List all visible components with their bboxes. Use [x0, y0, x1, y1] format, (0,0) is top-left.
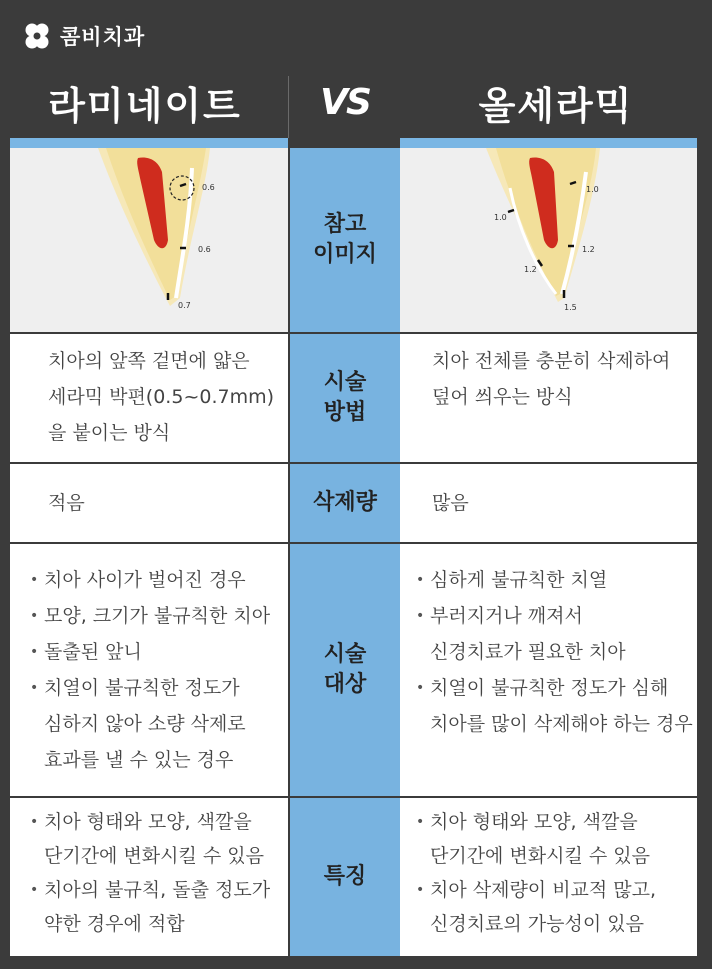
list-item — [416, 562, 693, 598]
laminate-mark-mid: 0.6 — [198, 245, 211, 254]
laminate-title: 라미네이트 — [48, 83, 242, 128]
list-item-text: 모양, 크기가 불규칙한 치아 — [44, 605, 271, 627]
list-item-continuation: 단기간에 변화시킬 수 있음 — [430, 845, 651, 867]
list-item — [416, 598, 693, 670]
laminate-removal-text: 적음 — [48, 492, 85, 514]
label-procedure-method — [290, 334, 400, 462]
ceramic-mark-4: 1.2 — [524, 265, 537, 274]
label-line: 이미지 — [313, 242, 377, 267]
text-line: 덮어 씌우는 방식 — [432, 386, 573, 408]
list-item-text: 치열이 불규칙한 정도가 — [44, 677, 240, 699]
list-item-text: 부러지거나 깨져서 — [430, 605, 583, 627]
list-item-text: 치아 형태와 모양, 색깔을 — [44, 811, 252, 833]
text-line: 치아 전체를 충분히 삭제하여 — [432, 350, 671, 372]
label-reference-image — [290, 148, 400, 332]
list-item — [30, 873, 270, 941]
brand-name: 콤비치과 — [60, 25, 146, 49]
list-item — [30, 634, 270, 670]
laminate-image-panel — [10, 148, 288, 332]
list-item-continuation: 신경치료의 가능성이 있음 — [430, 913, 644, 935]
list-item-continuation: 효과를 낼 수 있는 경우 — [44, 749, 234, 771]
laminate-tooth-diagram — [10, 148, 288, 332]
ceramic-mark-1: 1.0 — [586, 185, 599, 194]
list-item-continuation: 치아를 많이 삭제해야 하는 경우 — [430, 713, 693, 735]
ceramic-image-panel — [400, 148, 697, 332]
list-item — [416, 670, 693, 742]
list-item — [30, 598, 270, 634]
list-item — [30, 562, 270, 598]
label-line: 시술 — [323, 370, 367, 395]
label-line: 방법 — [323, 400, 367, 425]
list-item-continuation: 신경치료가 필요한 치아 — [430, 641, 626, 663]
ceramic-mark-2: 1.0 — [494, 213, 507, 222]
accent-stripe-left — [10, 138, 288, 148]
laminate-feature-list — [30, 805, 270, 941]
label-line: 대상 — [323, 672, 367, 697]
text-line: 치아의 앞쪽 겉면에 얇은 — [48, 350, 250, 372]
label-features: 특징 — [290, 798, 400, 956]
laminate-method-text — [48, 343, 274, 451]
list-item-text: 심하게 불규칙한 치열 — [430, 569, 608, 591]
label-line: 참고 — [323, 212, 367, 237]
ceramic-removal-text: 많음 — [432, 492, 469, 514]
list-item-text: 치열이 불규칙한 정도가 심해 — [430, 677, 669, 699]
ceramic-feature-list — [416, 805, 656, 941]
list-item-text: 돌출된 앞니 — [44, 641, 142, 663]
clover-logo-icon — [22, 21, 52, 51]
label-procedure-target — [290, 544, 400, 796]
list-item — [416, 873, 656, 941]
laminate-mark-top: 0.6 — [202, 183, 215, 192]
list-item — [30, 805, 270, 873]
list-item-continuation: 심하지 않아 소량 삭제로 — [44, 713, 246, 735]
brand — [22, 16, 145, 56]
ceramic-target-list — [416, 562, 693, 742]
list-item — [416, 805, 656, 873]
list-item-text: 치아 사이가 벌어진 경우 — [44, 569, 246, 591]
label-removal-amount: 삭제량 — [290, 464, 400, 542]
list-item-text: 치아 형태와 모양, 색깔을 — [430, 811, 638, 833]
text-line: 세라믹 박편(0.5~0.7mm) — [48, 386, 275, 408]
ceramic-method-text — [432, 343, 670, 415]
laminate-target-list — [30, 562, 270, 778]
ceramic-mark-3: 1.2 — [582, 245, 595, 254]
text-line: 을 붙이는 방식 — [48, 422, 171, 444]
list-item-continuation: 단기간에 변화시킬 수 있음 — [44, 845, 265, 867]
accent-stripe-right — [400, 138, 697, 148]
ceramic-mark-5: 1.5 — [564, 303, 577, 312]
list-item-text: 치아의 불규칙, 돌출 정도가 — [44, 879, 271, 901]
list-item — [30, 670, 270, 778]
header-divider — [288, 76, 289, 138]
list-item-continuation: 약한 경우에 적합 — [44, 913, 185, 935]
ceramic-tooth-diagram — [400, 148, 697, 332]
label-line: 시술 — [323, 642, 367, 667]
all-ceramic-title: 올세라믹 — [478, 83, 634, 128]
vs-label: VS — [320, 81, 370, 123]
laminate-mark-tip: 0.7 — [178, 301, 191, 310]
list-item-text: 치아 삭제량이 비교적 많고, — [430, 879, 657, 901]
